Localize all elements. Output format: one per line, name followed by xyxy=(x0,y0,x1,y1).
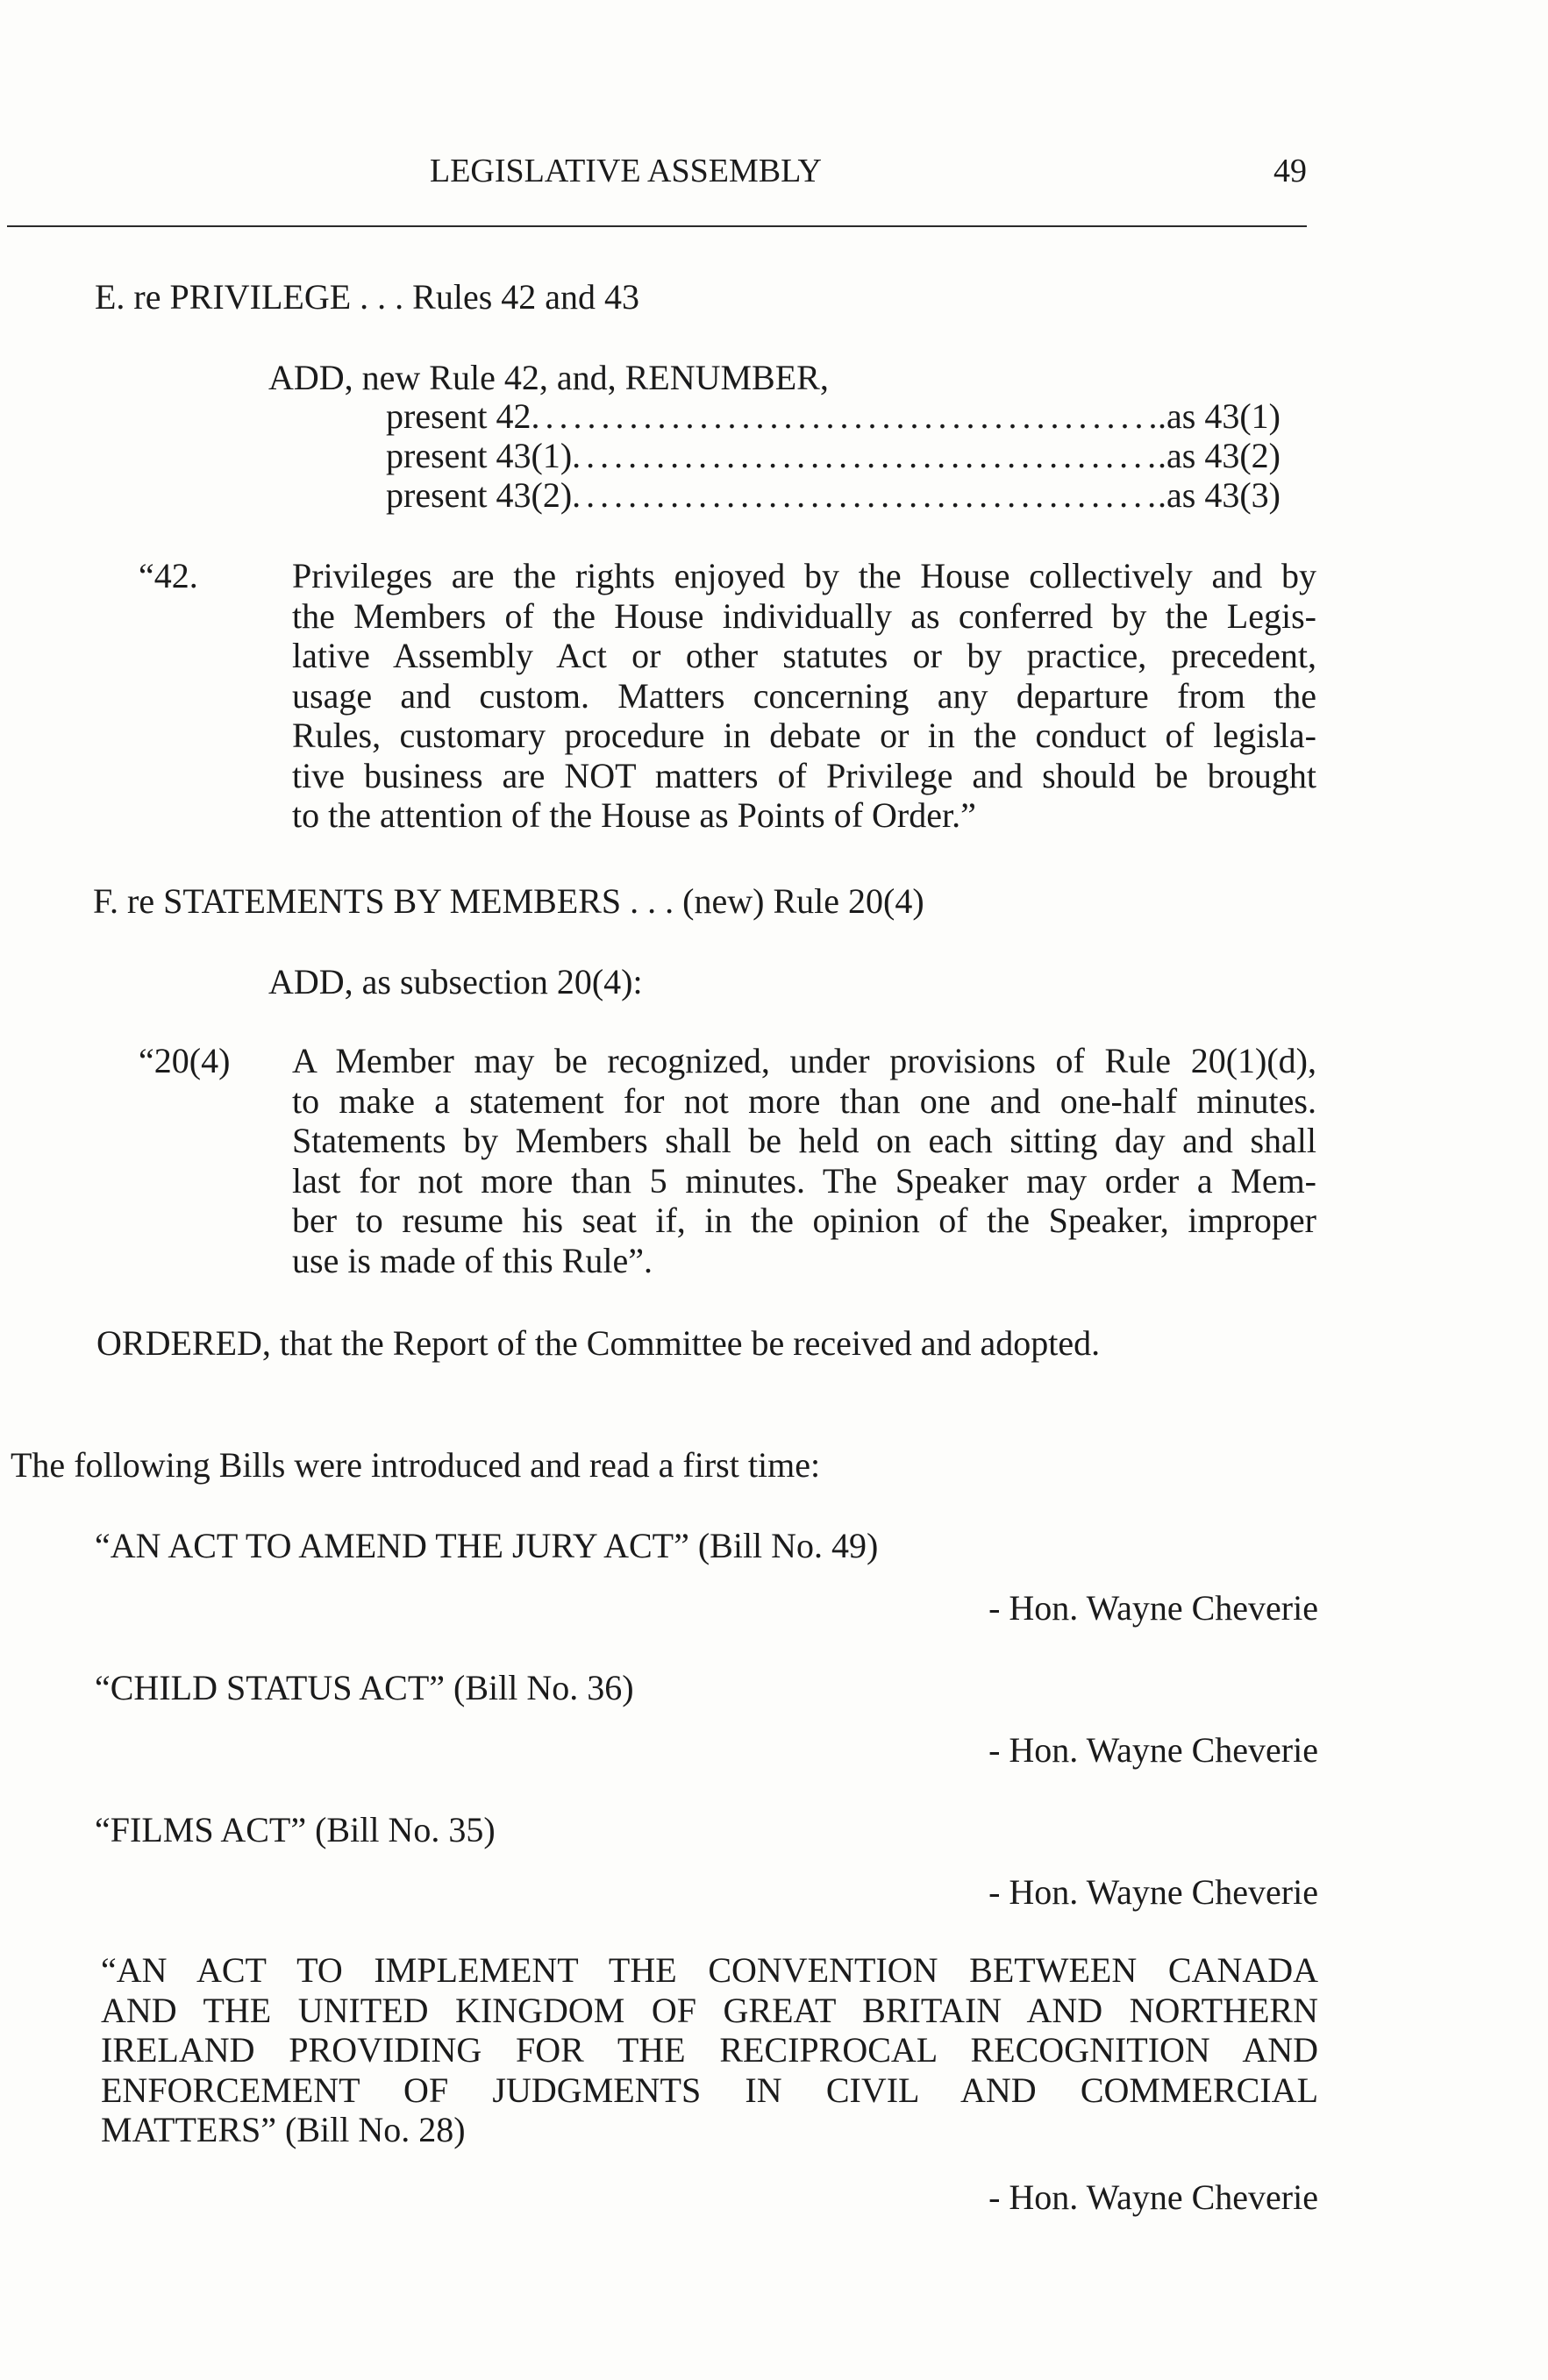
text-line: to make a statement for not more than one and one-half minutes. xyxy=(292,1080,1316,1121)
bill-sponsor: - Hon. Wayne Cheverie xyxy=(988,1588,1318,1628)
rule-20-4-number: “20(4) xyxy=(139,1041,231,1080)
renumber-row xyxy=(386,475,1280,516)
leader-dots xyxy=(572,475,1158,516)
section-e-heading: E. re PRIVILEGE . . . Rules 42 and 43 xyxy=(95,277,640,317)
renumber-value: .as 43(1) xyxy=(1158,396,1280,436)
page-number: 49 xyxy=(1273,153,1307,189)
text-line: Rules, customary procedure in debate or in the conduct of legisla- xyxy=(292,716,1316,755)
rule-20-4-text xyxy=(292,1041,1316,1280)
text-line: IRELAND PROVIDING FOR THE RECIPROCAL RECOGNITION AND xyxy=(101,2030,1318,2070)
text-line: “AN ACT TO IMPLEMENT THE CONVENTION BETWEEN CANADA xyxy=(101,1950,1318,1990)
text-line: AND THE UNITED KINGDOM OF GREAT BRITAIN AND NORTHERN xyxy=(101,1990,1318,2030)
bills-intro: The following Bills were introduced and read a first time: xyxy=(11,1445,821,1485)
section-e-add-line: ADD, new Rule 42, and, RENUMBER, xyxy=(268,358,829,397)
text-line: tive business are NOT matters of Privilege and should be brought xyxy=(292,755,1316,795)
renumber-label: present 43(1) xyxy=(386,436,573,475)
long-bill-title xyxy=(101,1950,1318,2150)
text-line: A Member may be recognized, under provisions of Rule 20(1)(d), xyxy=(292,1041,1316,1080)
text-line: to the attention of the House as Points of Order.” xyxy=(292,795,976,835)
page-header-title: LEGISLATIVE ASSEMBLY xyxy=(430,153,822,189)
text-line: MATTERS” (Bill No. 28) xyxy=(101,2110,466,2149)
renumber-label: present 43(2) xyxy=(386,475,573,515)
text-line: lative Assembly Act or other statutes or by practice, precedent, xyxy=(292,636,1316,675)
renumber-value: .as 43(2) xyxy=(1158,436,1280,475)
rule-42-number: “42. xyxy=(139,556,198,595)
leader-dots xyxy=(572,436,1158,476)
bill-title: “AN ACT TO AMEND THE JURY ACT” (Bill No. 49) xyxy=(95,1526,879,1565)
section-f-add-line: ADD, as subsection 20(4): xyxy=(268,962,643,1001)
renumber-label: present 42 xyxy=(386,396,531,436)
text-line: ber to resume his seat if, in the opinion of the Speaker, improper xyxy=(292,1201,1316,1240)
text-line: use is made of this Rule”. xyxy=(292,1240,653,1280)
section-f-heading: F. re STATEMENTS BY MEMBERS . . . (new) Rule 20(4) xyxy=(93,881,924,921)
text-line: last for not more than 5 minutes. The Speaker may order a Mem- xyxy=(292,1160,1316,1201)
ordered-statement: ORDERED, that the Report of the Committee be received and adopted. xyxy=(96,1323,1101,1363)
renumber-value: .as 43(3) xyxy=(1158,475,1280,515)
renumber-row xyxy=(386,436,1280,476)
renumber-row xyxy=(386,396,1280,437)
leader-dots xyxy=(531,396,1159,437)
bill-title: “FILMS ACT” (Bill No. 35) xyxy=(95,1810,496,1849)
text-line: Statements by Members shall be held on each sitting day and shall xyxy=(292,1121,1316,1160)
bill-sponsor: - Hon. Wayne Cheverie xyxy=(988,1730,1318,1770)
text-line: ENFORCEMENT OF JUDGMENTS IN CIVIL AND COMMERCIAL xyxy=(101,2070,1318,2110)
bill-title: “CHILD STATUS ACT” (Bill No. 36) xyxy=(95,1668,634,1707)
text-line: Privileges are the rights enjoyed by the House collectively and by xyxy=(292,556,1316,595)
bill-sponsor: - Hon. Wayne Cheverie xyxy=(988,1872,1318,1912)
header-rule xyxy=(7,225,1307,227)
rule-42-text xyxy=(292,556,1316,836)
text-line: the Members of the House individually as conferred by the Legis- xyxy=(292,595,1316,636)
text-line: usage and custom. Matters concerning any departure from the xyxy=(292,675,1316,716)
bill-sponsor: - Hon. Wayne Cheverie xyxy=(988,2177,1318,2217)
